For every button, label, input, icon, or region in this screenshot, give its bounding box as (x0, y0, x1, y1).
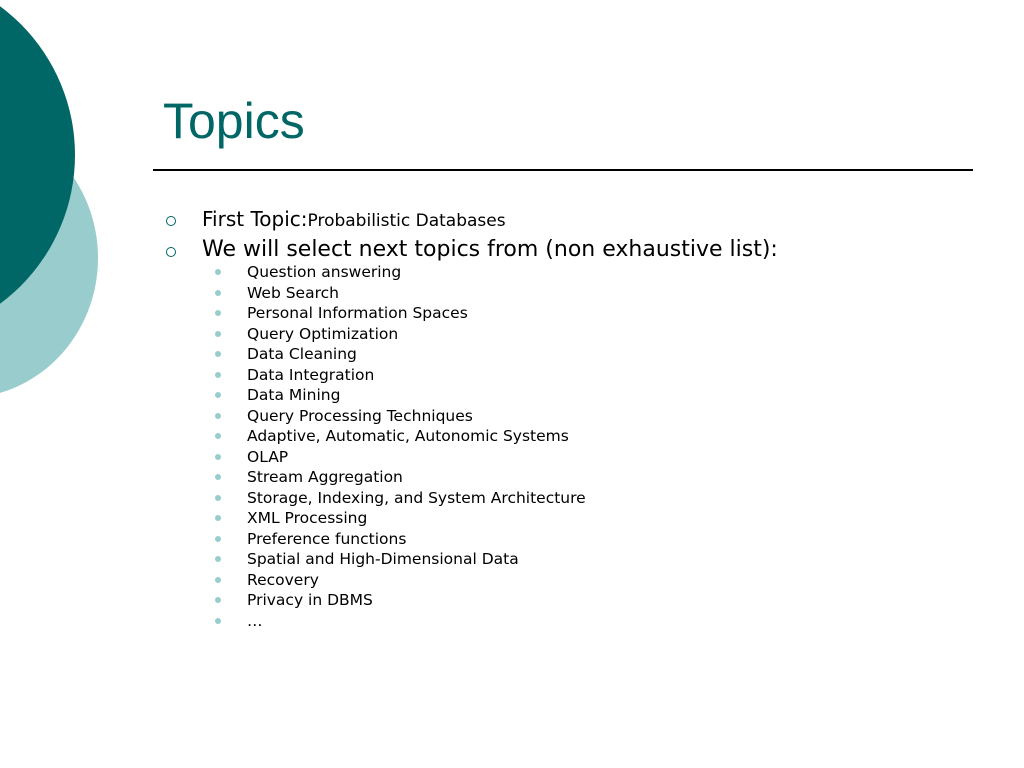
dot-bullet-icon (215, 372, 221, 378)
topic-list (215, 262, 586, 631)
dot-bullet-icon (215, 351, 221, 357)
dot-bullet-icon (215, 331, 221, 337)
main-bullet-item (162, 235, 982, 265)
next-topics-label: We will select next topics from (non exhaustive list): (202, 237, 778, 262)
dot-bullet-icon (215, 413, 221, 419)
topic-list-item (215, 324, 586, 345)
topic-list-item (215, 283, 586, 304)
dot-bullet-icon (215, 515, 221, 521)
dot-bullet-icon (215, 454, 221, 460)
topic-list-item (215, 508, 586, 529)
dot-bullet-icon (215, 618, 221, 624)
topic-label: Personal Information Spaces (247, 304, 468, 322)
dot-bullet-icon (215, 433, 221, 439)
dot-bullet-icon (215, 310, 221, 316)
first-topic-label: First Topic: (202, 207, 308, 231)
first-topic-value: Probabilistic Databases (307, 211, 506, 231)
topic-label: Preference functions (247, 529, 407, 548)
topic-list-item (215, 590, 586, 611)
dot-bullet-icon (215, 597, 221, 603)
topic-label: Web Search (247, 283, 339, 302)
main-bullet-item (162, 205, 982, 235)
dot-bullet-icon (215, 474, 221, 480)
topic-label: Adaptive, Automatic, Autonomic Systems (247, 427, 569, 445)
dot-bullet-icon (215, 290, 221, 296)
topic-label: Spatial and High-Dimensional Data (247, 550, 519, 568)
dot-bullet-icon (215, 495, 221, 501)
topic-list-item (215, 385, 586, 406)
topic-label: Data Integration (247, 365, 375, 384)
topic-list-item (215, 467, 586, 488)
ring-bullet-icon (166, 216, 176, 226)
topic-list-item (215, 426, 586, 447)
topic-label: Storage, Indexing, and System Architecture (247, 488, 586, 507)
topic-list-item (215, 262, 586, 283)
ring-bullet-icon (166, 247, 176, 257)
dot-bullet-icon (215, 577, 221, 583)
topic-list-item (215, 529, 586, 550)
topic-label: Query Processing Techniques (247, 406, 473, 425)
topic-label: Stream Aggregation (247, 468, 403, 486)
topic-label: Privacy in DBMS (247, 591, 373, 609)
topic-label: Data Mining (247, 386, 341, 404)
topic-list-item (215, 549, 586, 570)
topic-list-item (215, 447, 586, 468)
main-bullet-list (162, 205, 982, 265)
topic-label: Query Optimization (247, 324, 399, 343)
slide-title: Topics (163, 93, 305, 149)
topic-label: Recovery (247, 570, 319, 589)
topic-label: Question answering (247, 263, 402, 281)
topic-label: XML Processing (247, 509, 368, 527)
topic-list-item (215, 570, 586, 591)
dot-bullet-icon (215, 392, 221, 398)
topic-list-item (215, 344, 586, 365)
topic-list-item (215, 488, 586, 509)
dot-bullet-icon (215, 536, 221, 542)
topic-list-item (215, 303, 586, 324)
topic-label: Data Cleaning (247, 345, 357, 363)
topic-list-item (215, 611, 586, 632)
topic-list-item (215, 406, 586, 427)
dot-bullet-icon (215, 269, 221, 275)
topic-label: … (247, 611, 263, 630)
title-divider (153, 169, 973, 171)
topic-list-item (215, 365, 586, 386)
dot-bullet-icon (215, 556, 221, 562)
topic-label: OLAP (247, 447, 289, 466)
